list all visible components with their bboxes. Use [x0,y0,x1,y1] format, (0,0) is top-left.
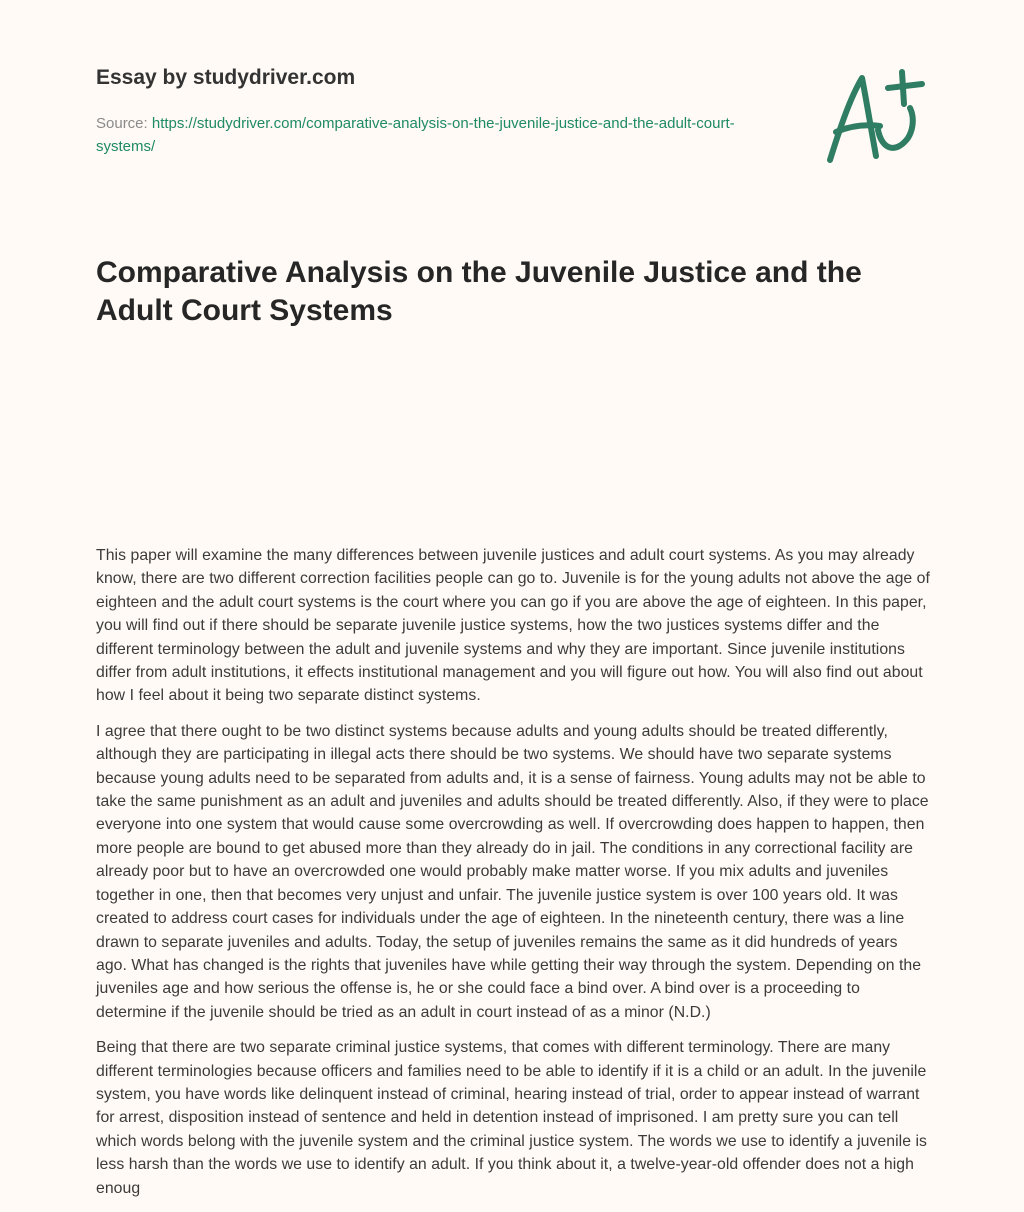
source-line [96,112,736,158]
paragraph: This paper will examine the many differences between juvenile justices and adult court systems. As you may already know, there are two different correction facilities people can go to. Juvenile is for the young adults not above the age of eighteen and the adult court systems is the court where you can go if you are above the age of eighteen. In this paper, you will find out if there should be separate juvenile justice systems, how the two justices systems differ and the different terminology between the adult and juvenile systems and why they are important. Since juvenile institutions differ from adult institutions, it effects institutional management and you will figure out how. You will also find out about how I feel about it being two separate distinct systems. [96,547,930,705]
paragraph: I agree that there ought to be two distinct systems because adults and young adults should be treated differently, although they are participating in illegal acts there should be two systems. We should have two separate systems because young adults need to be separated from adults and, it is a sense of fairness. Young adults may not be able to take the same punishment as an adult and juveniles and adults should be treated differently. Also, if they were to place everyone into one system that would cause some overcrowding as well. If overcrowding does happen to happen, then more people are bound to get abused more than they already do in jail. The conditions in any correctional facility are already poor but to have an overcrowded one would probably make matter worse. If you mix adults and juveniles together in one, then that becomes very unjust and unfair. The juvenile justice system is over 100 years old. It was created to address court cases for individuals under the age of eighteen. In the nineteenth century, there was a line drawn to separate juveniles and adults. Today, the setup of juveniles remains the same as it did hundreds of years ago. What has changed is the rights that juveniles have while getting their way through the system. Depending on the juveniles age and how serious the offense is, he or she could face a bind over. A bind over is a proceeding to determine if the juvenile should be tried as an adult in court instead of as a minor (N.D.) [96,722,929,1021]
essay-body [96,544,932,1212]
site-brand: Essay by studydriver.com [96,66,356,89]
source-link[interactable]: https://studydriver.com/comparative-analysis-on-the-juvenile-justice-and-the-adult-court-systems/ [96,115,735,155]
paragraph: Being that there are two separate criminal justice systems, that comes with different terminology. There are many different terminologies because officers and families need to be able to identify if it is a child or an adult. In the juvenile system, you have words like delinquent instead of criminal, hearing instead of trial, order to appear instead of warrant for arrest, disposition instead of sentence and held in detention instead of imprisoned. I am pretty sure you can tell which words belong with the juvenile system and the criminal justice system. The words we use to identify a juvenile is less harsh than the words we use to identify an adult. If you think about it, a twelve-year-old offender does not a high enoug [96,1039,927,1197]
source-label: Source: [96,115,148,132]
a-plus-grade-icon [818,68,928,168]
page-title: Comparative Analysis on the Juvenile Justice and the Adult Court Systems [96,256,862,327]
